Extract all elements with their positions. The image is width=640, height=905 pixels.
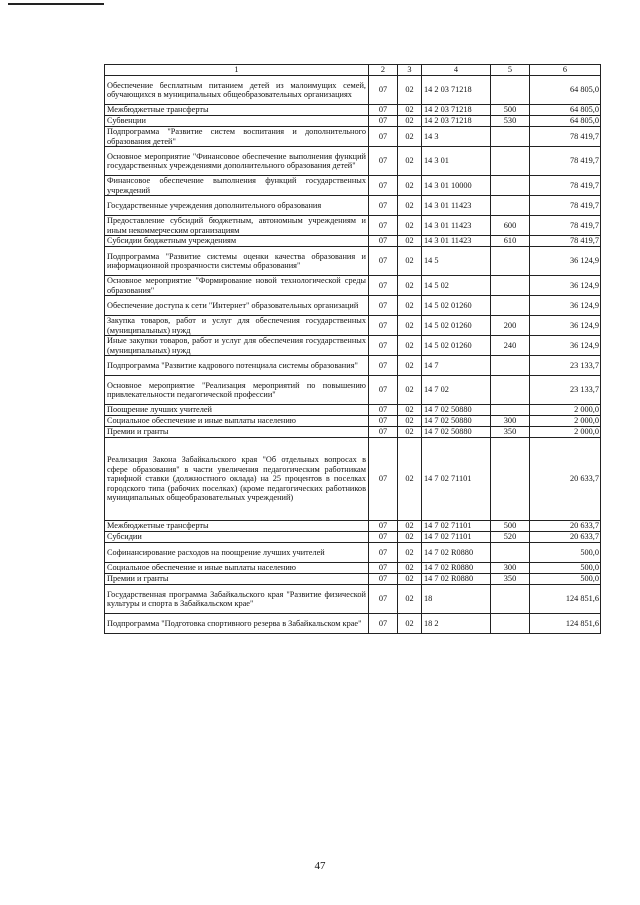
table-row — [105, 127, 601, 147]
row-name: Обеспечение доступа к сети "Интернет" образовательных организаций — [105, 296, 369, 316]
row-section: 07 — [369, 416, 398, 427]
row-expense-type — [491, 585, 530, 614]
row-name: Премии и гранты — [105, 427, 369, 438]
row-subsection: 02 — [398, 438, 422, 521]
row-expense-type — [491, 127, 530, 147]
row-amount: 23 133,7 — [530, 376, 601, 405]
row-name: Социальное обеспечение и иные выплаты населению — [105, 563, 369, 574]
row-amount: 20 633,7 — [530, 532, 601, 543]
header-cell-4: 4 — [422, 65, 491, 76]
table-row — [105, 236, 601, 247]
row-target-article: 14 5 02 01260 — [422, 316, 491, 336]
row-expense-type — [491, 147, 530, 176]
row-amount: 64 805,0 — [530, 116, 601, 127]
header-cell-6: 6 — [530, 65, 601, 76]
row-name: Обеспечение бесплатным питанием детей из малоимущих семей, обучающихся в муниципальных общеобразовательных организациях — [105, 76, 369, 105]
row-name: Закупка товаров, работ и услуг для обеспечения государственных (муниципальных) нужд — [105, 316, 369, 336]
row-section: 07 — [369, 236, 398, 247]
row-target-article: 18 2 — [422, 614, 491, 634]
row-target-article: 14 3 01 11423 — [422, 236, 491, 247]
row-subsection: 02 — [398, 276, 422, 296]
table-row — [105, 336, 601, 356]
row-name: Предоставление субсидий бюджетным, автономным учреждениям и иным некоммерческим организациям — [105, 216, 369, 236]
row-expense-type: 530 — [491, 116, 530, 127]
row-amount: 36 124,9 — [530, 296, 601, 316]
row-target-article: 14 2 03 71218 — [422, 116, 491, 127]
row-section: 07 — [369, 276, 398, 296]
row-section: 07 — [369, 147, 398, 176]
row-target-article: 14 7 02 R0880 — [422, 543, 491, 563]
row-name: Государственная программа Забайкальского края "Развитие физической культуры и спорта в Забайкальском крае" — [105, 585, 369, 614]
table-row — [105, 438, 601, 521]
row-target-article: 14 2 03 71218 — [422, 105, 491, 116]
row-amount: 500,0 — [530, 543, 601, 563]
row-subsection: 02 — [398, 296, 422, 316]
row-section: 07 — [369, 405, 398, 416]
row-target-article: 14 7 02 — [422, 376, 491, 405]
row-section: 07 — [369, 614, 398, 634]
row-expense-type — [491, 176, 530, 196]
row-subsection: 02 — [398, 216, 422, 236]
row-expense-type — [491, 614, 530, 634]
row-name: Субсидии — [105, 532, 369, 543]
row-subsection: 02 — [398, 585, 422, 614]
row-target-article: 14 5 02 01260 — [422, 296, 491, 316]
row-amount: 20 633,7 — [530, 438, 601, 521]
row-name: Подпрограмма "Подготовка спортивного резерва в Забайкальском крае" — [105, 614, 369, 634]
header-row — [105, 65, 601, 76]
row-target-article: 14 7 02 50880 — [422, 416, 491, 427]
row-section: 07 — [369, 356, 398, 376]
row-name: Подпрограмма "Развитие систем воспитания и дополнительного образования детей" — [105, 127, 369, 147]
row-subsection: 02 — [398, 247, 422, 276]
row-section: 07 — [369, 336, 398, 356]
row-section: 07 — [369, 427, 398, 438]
row-expense-type: 240 — [491, 336, 530, 356]
row-expense-type — [491, 543, 530, 563]
row-subsection: 02 — [398, 356, 422, 376]
page-number: 47 — [314, 860, 326, 872]
table-row — [105, 276, 601, 296]
row-target-article: 14 7 02 R0880 — [422, 563, 491, 574]
row-expense-type — [491, 276, 530, 296]
row-name: Основное мероприятие "Реализация мероприятий по повышению привлекательности педагогической профессии" — [105, 376, 369, 405]
table-row — [105, 105, 601, 116]
row-section: 07 — [369, 216, 398, 236]
row-expense-type — [491, 196, 530, 216]
row-amount: 124 851,6 — [530, 614, 601, 634]
row-subsection: 02 — [398, 405, 422, 416]
row-name: Субсидии бюджетным учреждениям — [105, 236, 369, 247]
row-name: Социальное обеспечение и иные выплаты населению — [105, 416, 369, 427]
row-expense-type: 300 — [491, 563, 530, 574]
header-cell-5: 5 — [491, 65, 530, 76]
row-subsection: 02 — [398, 316, 422, 336]
table-row — [105, 116, 601, 127]
row-section: 07 — [369, 563, 398, 574]
row-amount: 78 419,7 — [530, 176, 601, 196]
table-row — [105, 427, 601, 438]
row-section: 07 — [369, 116, 398, 127]
row-name: Софинансирование расходов на поощрение лучших учителей — [105, 543, 369, 563]
table-row — [105, 563, 601, 574]
row-expense-type — [491, 296, 530, 316]
row-target-article: 14 5 — [422, 247, 491, 276]
row-amount: 64 805,0 — [530, 76, 601, 105]
row-amount: 36 124,9 — [530, 336, 601, 356]
row-expense-type: 300 — [491, 416, 530, 427]
row-subsection: 02 — [398, 427, 422, 438]
row-subsection: 02 — [398, 563, 422, 574]
table-row — [105, 216, 601, 236]
table-body — [105, 65, 601, 634]
row-expense-type — [491, 438, 530, 521]
row-expense-type: 500 — [491, 521, 530, 532]
table-row — [105, 574, 601, 585]
row-section: 07 — [369, 127, 398, 147]
table-row — [105, 247, 601, 276]
table-row — [105, 316, 601, 336]
row-amount: 64 805,0 — [530, 105, 601, 116]
row-amount: 500,0 — [530, 574, 601, 585]
row-target-article: 14 3 01 11423 — [422, 196, 491, 216]
row-expense-type — [491, 376, 530, 405]
row-amount: 20 633,7 — [530, 521, 601, 532]
row-subsection: 02 — [398, 376, 422, 405]
row-expense-type: 500 — [491, 105, 530, 116]
row-section: 07 — [369, 76, 398, 105]
row-section: 07 — [369, 585, 398, 614]
row-amount: 36 124,9 — [530, 316, 601, 336]
row-subsection: 02 — [398, 574, 422, 585]
row-section: 07 — [369, 521, 398, 532]
row-section: 07 — [369, 105, 398, 116]
table-row — [105, 196, 601, 216]
top-rule — [8, 3, 104, 5]
row-target-article: 14 7 02 71101 — [422, 438, 491, 521]
header-cell-2: 2 — [369, 65, 398, 76]
row-subsection: 02 — [398, 521, 422, 532]
row-expense-type — [491, 247, 530, 276]
row-name: Подпрограмма "Развитие кадрового потенциала системы образования" — [105, 356, 369, 376]
row-subsection: 02 — [398, 336, 422, 356]
row-subsection: 02 — [398, 416, 422, 427]
row-section: 07 — [369, 176, 398, 196]
row-amount: 36 124,9 — [530, 276, 601, 296]
row-subsection: 02 — [398, 532, 422, 543]
row-target-article: 14 3 — [422, 127, 491, 147]
budget-table — [104, 64, 601, 634]
row-target-article: 14 7 02 50880 — [422, 427, 491, 438]
row-amount: 78 419,7 — [530, 236, 601, 247]
row-subsection: 02 — [398, 614, 422, 634]
row-name: Основное мероприятие "Формирование новой технологической среды образования" — [105, 276, 369, 296]
table-row — [105, 176, 601, 196]
row-name: Государственные учреждения дополнительного образования — [105, 196, 369, 216]
row-amount: 2 000,0 — [530, 427, 601, 438]
table-row — [105, 416, 601, 427]
row-subsection: 02 — [398, 147, 422, 176]
row-expense-type: 350 — [491, 427, 530, 438]
row-expense-type — [491, 76, 530, 105]
row-target-article: 14 3 01 10000 — [422, 176, 491, 196]
row-target-article: 14 7 02 71101 — [422, 532, 491, 543]
row-name: Межбюджетные трансферты — [105, 105, 369, 116]
row-amount: 78 419,7 — [530, 196, 601, 216]
row-target-article: 14 7 02 R0880 — [422, 574, 491, 585]
table-row — [105, 532, 601, 543]
table-row — [105, 521, 601, 532]
row-name: Иные закупки товаров, работ и услуг для обеспечения государственных (муниципальных) нужд — [105, 336, 369, 356]
row-section: 07 — [369, 438, 398, 521]
row-amount: 2 000,0 — [530, 405, 601, 416]
row-subsection: 02 — [398, 543, 422, 563]
row-subsection: 02 — [398, 176, 422, 196]
row-expense-type — [491, 356, 530, 376]
table-row — [105, 147, 601, 176]
table-row — [105, 614, 601, 634]
row-amount: 500,0 — [530, 563, 601, 574]
row-section: 07 — [369, 196, 398, 216]
row-subsection: 02 — [398, 76, 422, 105]
row-amount: 78 419,7 — [530, 216, 601, 236]
table-row — [105, 543, 601, 563]
row-name: Финансовое обеспечение выполнения функций государственных учреждений — [105, 176, 369, 196]
row-amount: 78 419,7 — [530, 127, 601, 147]
row-name: Межбюджетные трансферты — [105, 521, 369, 532]
table-row — [105, 296, 601, 316]
row-name: Поощрение лучших учителей — [105, 405, 369, 416]
row-section: 07 — [369, 316, 398, 336]
table-row — [105, 76, 601, 105]
row-section: 07 — [369, 532, 398, 543]
row-subsection: 02 — [398, 127, 422, 147]
row-section: 07 — [369, 574, 398, 585]
row-target-article: 14 5 02 — [422, 276, 491, 296]
row-target-article: 14 2 03 71218 — [422, 76, 491, 105]
row-section: 07 — [369, 296, 398, 316]
row-target-article: 14 3 01 — [422, 147, 491, 176]
row-section: 07 — [369, 376, 398, 405]
row-name: Премии и гранты — [105, 574, 369, 585]
row-target-article: 18 — [422, 585, 491, 614]
table-row — [105, 376, 601, 405]
row-amount: 78 419,7 — [530, 147, 601, 176]
row-expense-type: 600 — [491, 216, 530, 236]
table-row — [105, 356, 601, 376]
row-target-article: 14 7 02 50880 — [422, 405, 491, 416]
row-expense-type: 200 — [491, 316, 530, 336]
row-name: Основное мероприятие "Финансовое обеспечение выполнения функций государственных учреждениями дополнительного образования детей" — [105, 147, 369, 176]
row-section: 07 — [369, 543, 398, 563]
row-amount: 36 124,9 — [530, 247, 601, 276]
row-expense-type — [491, 405, 530, 416]
row-amount: 124 851,6 — [530, 585, 601, 614]
row-target-article: 14 5 02 01260 — [422, 336, 491, 356]
row-subsection: 02 — [398, 116, 422, 127]
row-expense-type: 610 — [491, 236, 530, 247]
table-row — [105, 585, 601, 614]
header-cell-1: 1 — [105, 65, 369, 76]
row-amount: 2 000,0 — [530, 416, 601, 427]
row-section: 07 — [369, 247, 398, 276]
row-target-article: 14 7 02 71101 — [422, 521, 491, 532]
header-cell-3: 3 — [398, 65, 422, 76]
row-subsection: 02 — [398, 196, 422, 216]
row-subsection: 02 — [398, 236, 422, 247]
row-amount: 23 133,7 — [530, 356, 601, 376]
table-row — [105, 405, 601, 416]
row-target-article: 14 3 01 11423 — [422, 216, 491, 236]
row-expense-type: 520 — [491, 532, 530, 543]
row-expense-type: 350 — [491, 574, 530, 585]
row-target-article: 14 7 — [422, 356, 491, 376]
row-name: Подпрограмма "Развитие системы оценки качества образования и информационной прозрачности системы образования" — [105, 247, 369, 276]
row-subsection: 02 — [398, 105, 422, 116]
row-name: Реализация Закона Забайкальского края "Об отдельных вопросах в сфере образования" в части увеличения педагогическим работникам тарифной ставки (должностного оклада) на 25 процентов в поселках городского типа (рабочих поселках) (кроме педагогических работников муниципальных общеобразовательных учреждений) — [105, 438, 369, 521]
row-name: Субвенции — [105, 116, 369, 127]
